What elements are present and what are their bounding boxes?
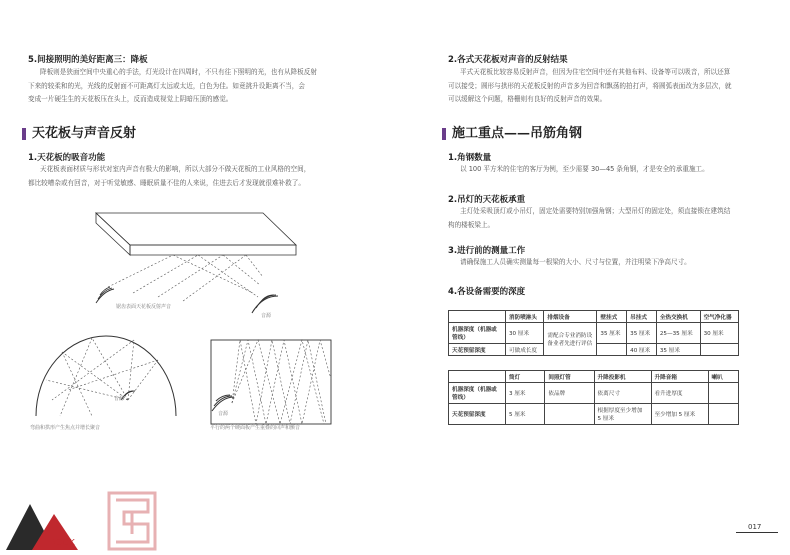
reflection-results-paragraph (448, 66, 773, 107)
intro-line: 降板则是狭面空间中央重心的手法，灯光设计在四周时，不只有往下照明的光，也有从降板反射 (40, 68, 317, 76)
intro-title: 5.间接照明的美好距离三：降板 (28, 55, 148, 65)
section-marker (22, 128, 26, 140)
caption-ceiling-reflection: 锯齿表面天花板反射声音 (116, 304, 172, 310)
table-cell: 可做成长度 (506, 344, 544, 356)
sub-title-measurement: 3.进行前的测量工作 (448, 246, 526, 256)
row-label: 天花预留深度 (449, 404, 506, 425)
table-cell: 根据厚度至少增加 5 厘米 (594, 404, 651, 425)
ceiling-slab (96, 213, 296, 255)
sub-title-device-depth: 4.各设备需要的深度 (448, 287, 526, 297)
table-header-cell (449, 311, 506, 323)
table-row (449, 323, 739, 344)
section-title-text: 施工重点——吊筋角钢 (452, 126, 583, 141)
absorb-line: 都比较嘈杂或有回音，对于听觉敏感、睡眠质量不佳的人来说，住进去后才发现就很难补救了。 (28, 178, 305, 187)
table-cell: 35 厘米 (656, 344, 700, 356)
section-title-text: 天花板与声音反射 (32, 126, 137, 141)
table-header-cell: 消防喷淋头 (506, 311, 544, 323)
sound-arcs-left (96, 287, 114, 303)
table-cell: 至少增加 5 厘米 (651, 404, 708, 425)
table-row (449, 404, 739, 425)
row-label: 机器深度（机器或管线） (449, 323, 506, 344)
table-header-row (449, 371, 739, 383)
caption-parallel-panels: 平行的两个硬面板产生重叠的回声和颤音 (210, 425, 301, 431)
caption-source: 音源 (114, 396, 125, 402)
absorb-paragraph (28, 163, 373, 190)
sub-title-reflection-results: 2.各式天花板对声音的反射结果 (448, 55, 568, 65)
arched-ceiling-diagram (32, 330, 182, 420)
device-depth-table-2 (448, 370, 739, 425)
row-label: 天花预留深度 (449, 344, 506, 356)
parallel-panels-diagram (210, 339, 332, 425)
lamp-load-line: 构的楼板梁上。 (448, 220, 495, 229)
table-row (449, 383, 739, 404)
sub-title-angle-count: 1.角钢数量 (448, 153, 492, 163)
table-header-cell (449, 371, 506, 383)
row-label: 机器深度（机器或管线） (449, 383, 506, 404)
table-header-cell: 升降音箱 (651, 371, 708, 383)
angle-count-text: 以 100 平方米的住宅的客厅为例，至少需要 30—45 条角钢，才是安全的承重施工。 (460, 165, 709, 173)
section-title-ceiling-sound (22, 122, 136, 141)
table-cell: 依品牌 (545, 383, 594, 404)
seal-logo (106, 490, 158, 552)
table-cell: 3 厘米 (506, 383, 545, 404)
sub-title-lamp-load: 2.吊灯的天花板承重 (448, 195, 526, 205)
logo-book-text: BOOK (50, 538, 76, 547)
sound-source-icon (212, 395, 234, 411)
page-number: 017 (748, 523, 762, 531)
lamp-load-paragraph (448, 205, 778, 232)
caption-arched-ceiling: 弯曲和拱形产生焦点并增长聚音 (30, 425, 101, 431)
sound-source-icon (252, 295, 278, 313)
flutter-rays (232, 340, 331, 424)
table-cell-merged: 需配合专业消防设备业者先进行评估 (544, 323, 597, 356)
reflection-line: 平式天花板比较容易反射声音，但因为住宅空间中还有其他布料、设备等可以吸音，所以还算 (460, 68, 731, 76)
arch-outline (36, 336, 176, 416)
table-cell: 35 厘米 (597, 323, 627, 344)
intro-paragraph (28, 66, 368, 107)
reflection-line: 可以缓解这个问题，格栅则有良好的反射声音的效果。 (448, 95, 607, 103)
page-number-rule (736, 532, 778, 533)
table-header-cell: 喇叭 (708, 371, 738, 383)
table-cell (597, 344, 627, 356)
section-marker (442, 128, 446, 140)
table-cell: 依离尺寸 (594, 383, 651, 404)
table-cell: 30 厘米 (700, 323, 738, 344)
table-cell: 40 厘米 (627, 344, 657, 356)
lamp-load-line: 主灯处采吸顶灯或小吊灯，固定处需要特别加强角钢；大型吊灯的固定处，须直接锁在建筑结 (460, 207, 731, 215)
table-cell: 看升进厚度 (651, 383, 708, 404)
table-cell: 35 厘米 (627, 323, 657, 344)
table-header-cell: 壁挂式 (597, 311, 627, 323)
table-header-cell: 吊挂式 (627, 311, 657, 323)
table-cell (708, 383, 738, 404)
table-cell: 30 厘米 (506, 323, 544, 344)
reflection-line: 可以接受；圆形与拱形的天花板反射的声音多为回音和飘荡的拍打声，将圆弧表面改为多层次，就 (448, 81, 732, 90)
table-header-row (449, 311, 739, 323)
absorb-line: 天花板表面材质与形状对室内声音有极大的影响，所以大部分不做天花板的工业风格的空间， (40, 165, 311, 173)
caption-source: 音源 (261, 313, 272, 319)
table-header-cell: 空气净化器 (700, 311, 738, 323)
device-depth-table-1 (448, 310, 739, 356)
table-cell (545, 404, 594, 425)
table-header-cell: 间照灯管 (545, 371, 594, 383)
caption-source: 音源 (218, 411, 229, 417)
intro-line: 变成一片硬生生的天花板压在头上，反而造成视觉上阴暗压顶的感觉。 (28, 95, 233, 103)
reflected-rays (108, 255, 263, 301)
table-cell (700, 344, 738, 356)
table-cell (708, 404, 738, 425)
focused-rays (46, 338, 158, 416)
table-header-cell: 排烟设备 (544, 311, 597, 323)
intro-line: 下来的较柔和的光，光线的反射面不可距离灯太远或太近，白色为佳。如竟挑升设距离不当，会 (28, 81, 305, 90)
sub-title-absorb: 1.天花板的吸音功能 (28, 153, 106, 163)
table-header-cell: 升降投影机 (594, 371, 651, 383)
section-title-construction (442, 122, 582, 141)
table-cell: 25—35 厘米 (656, 323, 700, 344)
table-header-cell: 筒灯 (506, 371, 545, 383)
measurement-text: 请确保施工人员确实测量每一根梁的大小、尺寸与位置，并注明梁下净高尺寸。 (460, 258, 691, 266)
table-cell: 5 厘米 (506, 404, 545, 425)
table-header-cell: 全热交换机 (656, 311, 700, 323)
